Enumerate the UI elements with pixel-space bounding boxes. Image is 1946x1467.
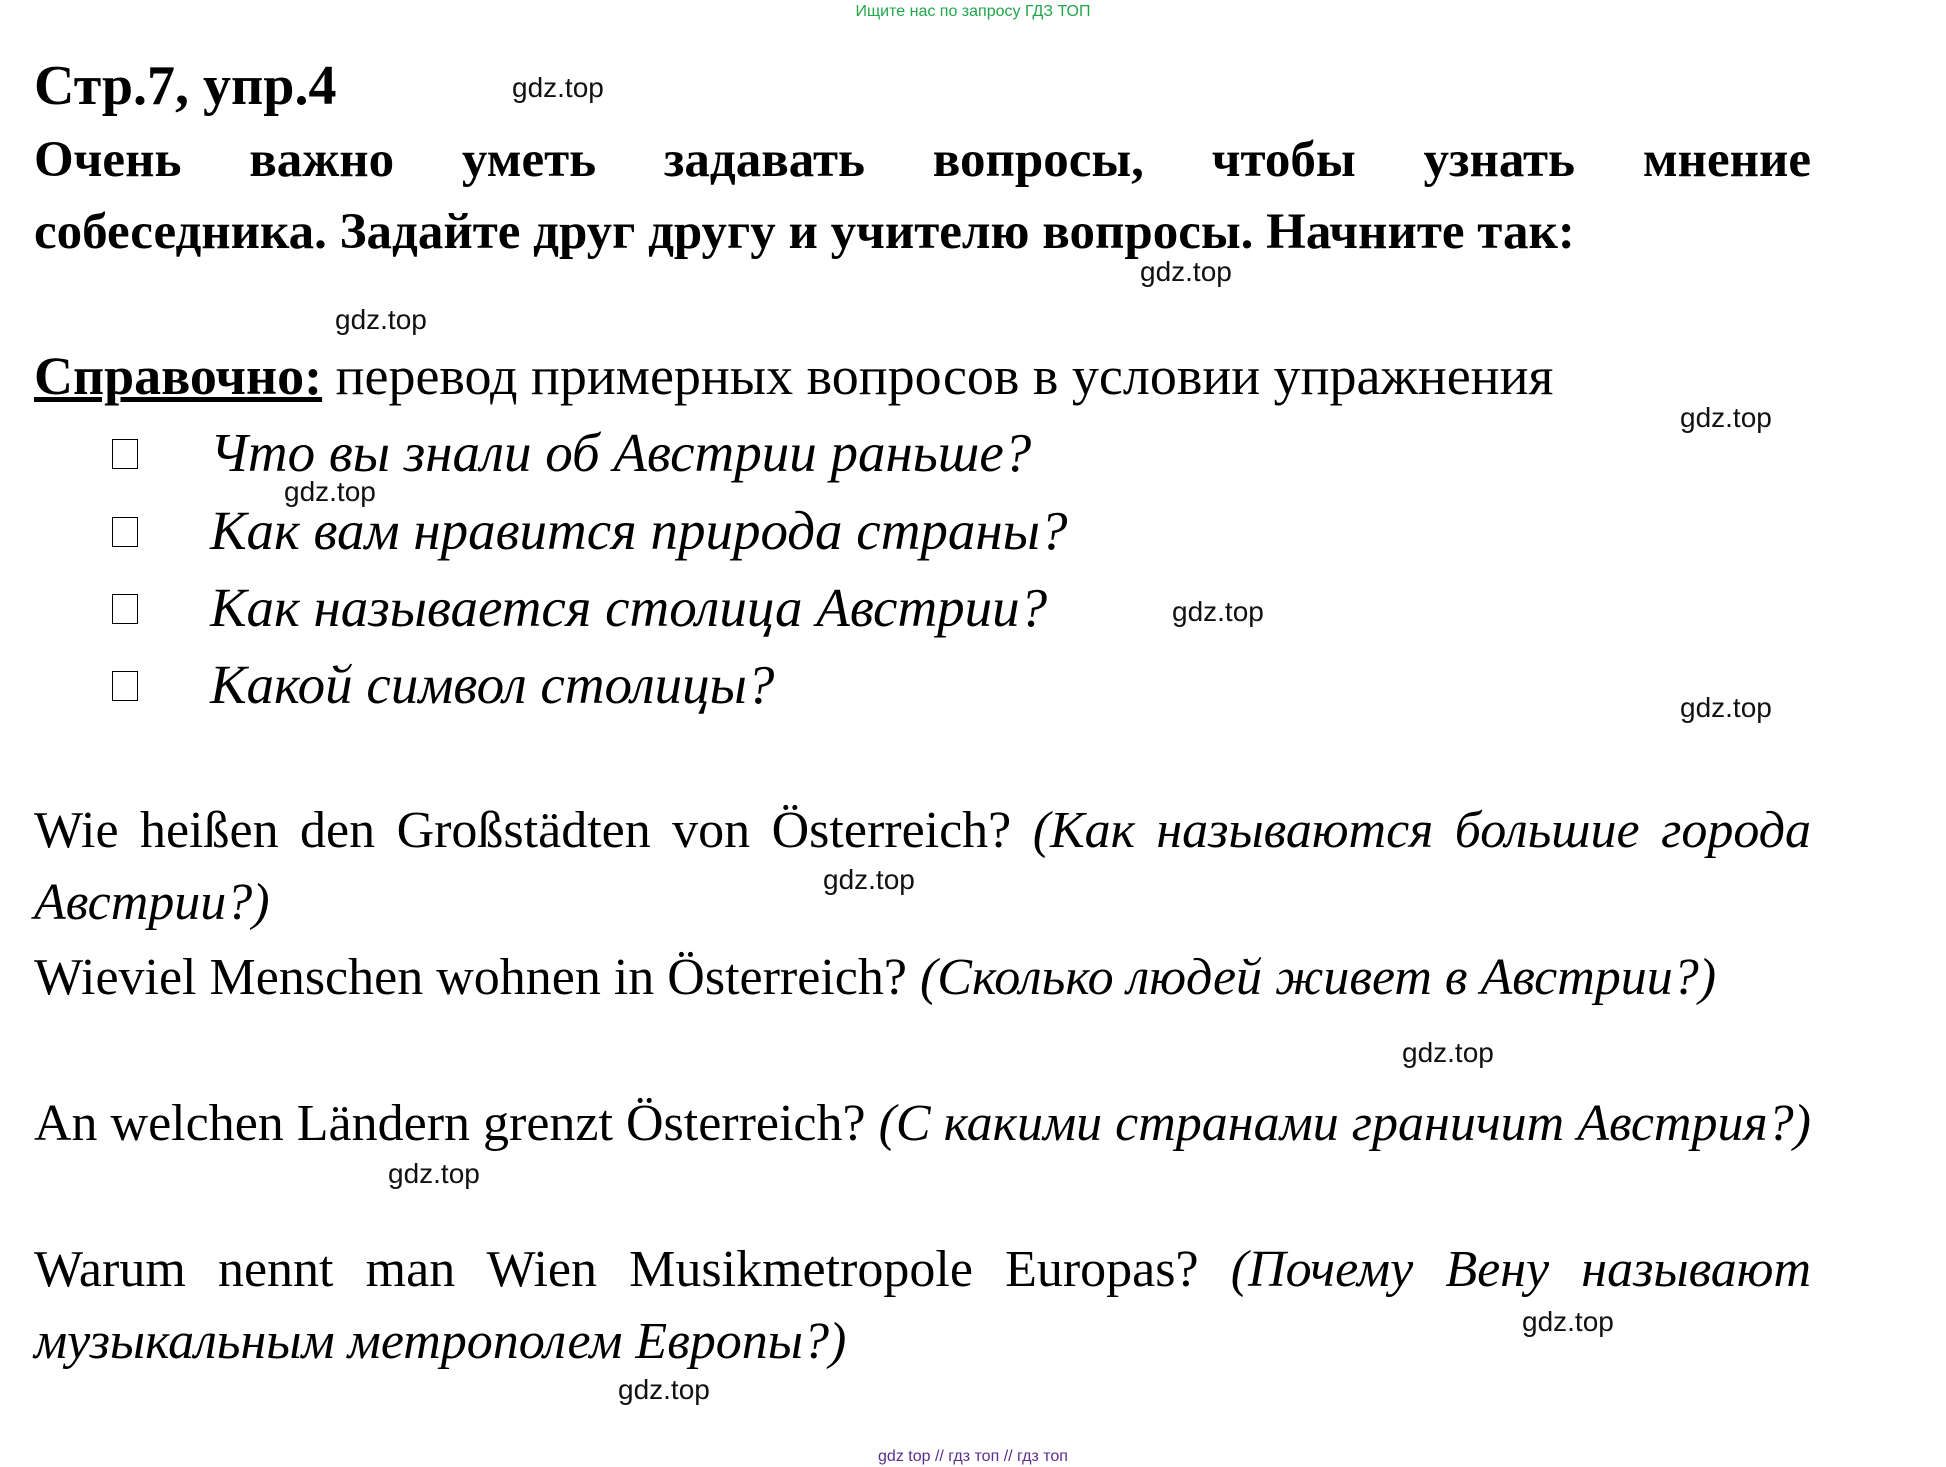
watermark: gdz.top [512, 72, 604, 103]
watermark: gdz.top [1402, 1037, 1494, 1068]
question-text: Какой символ столицы? [210, 654, 775, 715]
russian-translation: (С какими странами граничит Австрия?) [878, 1095, 1811, 1152]
answer-paragraph [34, 942, 1811, 1014]
watermark: gdz.top [1680, 692, 1772, 723]
checkbox-square-icon [112, 439, 138, 469]
german-question: Warum nennt man Wien Musikmetropole Europas? [34, 1241, 1199, 1298]
russian-translation: (Почему Вену называют музыкальным метрополем Европы?) [34, 1241, 1811, 1370]
footer-links: gdz top // гдз топ // гдз топ [878, 1448, 1068, 1465]
russian-translation: (Как называются большие города Австрии?) [34, 802, 1811, 931]
question-text: Как называется столица Австрии? [210, 577, 1048, 638]
watermark: gdz.top [335, 304, 427, 335]
task-line-1: Очень важно уметь задавать вопросы, чтобы узнать мнение [34, 132, 1811, 188]
watermark: gdz.top [1172, 596, 1264, 627]
task-line-2: собеседника. Задайте друг другу и учителю вопросы. Начните так: [34, 204, 1575, 260]
task-statement [34, 124, 1811, 268]
question-text: Что вы знали об Австрии раньше? [210, 422, 1032, 483]
german-question: Wieviel Menschen wohnen in Österreich? [34, 949, 907, 1006]
checkbox-square-icon [112, 671, 138, 701]
watermark: gdz.top [388, 1158, 480, 1189]
watermark: gdz.top [1680, 402, 1772, 433]
question-text: Как вам нравится природа страны? [210, 500, 1068, 561]
watermark: gdz.top [1522, 1306, 1614, 1337]
watermark: gdz.top [823, 864, 915, 895]
watermark: gdz.top [618, 1374, 710, 1405]
reference-label: Справочно: [34, 346, 323, 406]
watermark: gdz.top [1140, 256, 1232, 287]
checkbox-square-icon [112, 517, 138, 547]
checkbox-square-icon [112, 594, 138, 624]
answer-paragraph [34, 795, 1811, 939]
german-question: An welchen Ländern grenzt Österreich? [34, 1095, 866, 1152]
german-question: Wie heißen den Großstädten von Österreich? [34, 802, 1012, 859]
top-search-note: Ищите нас по запросу ГДЗ ТОП [855, 3, 1091, 20]
page-title: Стр.7, упр.4 [34, 55, 337, 117]
reference-line [34, 343, 1553, 409]
reference-text: перевод примерных вопросов в условии упражнения [335, 346, 1554, 406]
answer-paragraph [34, 1088, 1811, 1160]
russian-translation: (Сколько людей живет в Австрии?) [919, 949, 1717, 1006]
watermark: gdz.top [284, 476, 376, 507]
